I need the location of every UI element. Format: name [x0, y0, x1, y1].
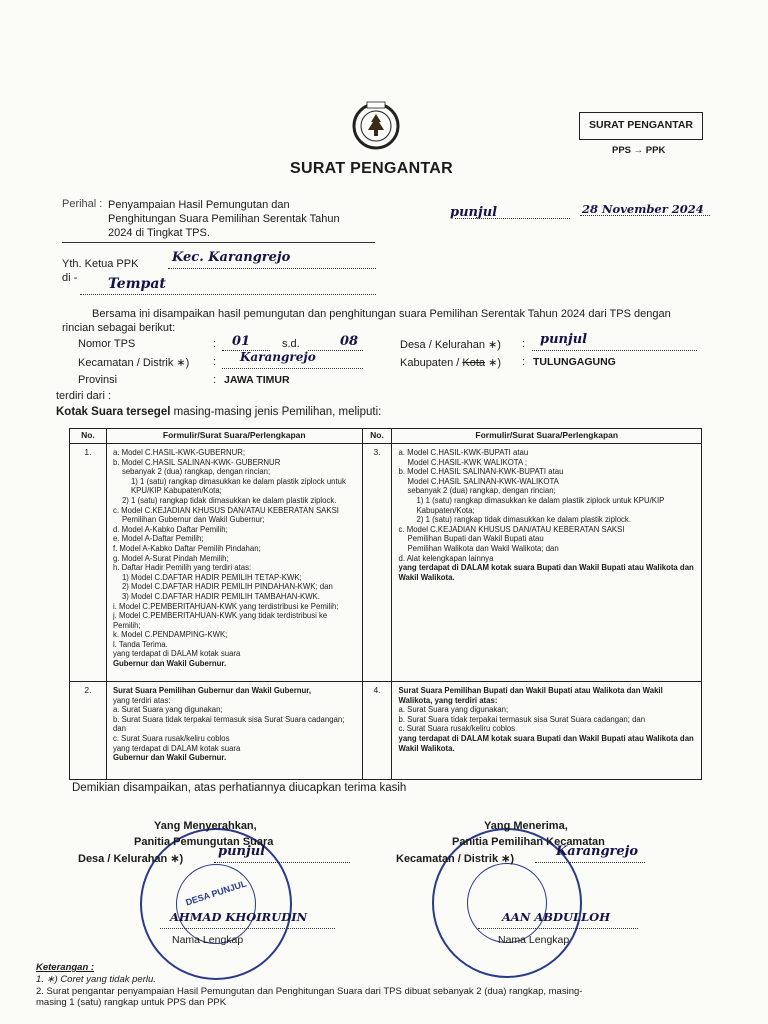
list-item: b. Model C.HASIL SALINAN-KWK-BUPATI atau	[398, 467, 564, 477]
terdiri-label: terdiri dari :	[56, 390, 112, 402]
list-item: Surat Suara Pemilihan Bupati dan Wakil Bupati atau Walikota dan Wakil Walikota, yang terdiri atas:	[398, 686, 663, 705]
kota-struck: Kota	[462, 357, 486, 369]
seal-inner-ring	[467, 863, 547, 943]
tps-to-handwritten: 08	[340, 334, 359, 349]
col-no: No.	[362, 429, 392, 444]
closing-text: Demikian disampaikan, atas perhatiannya diucapkan terima kasih	[72, 782, 407, 794]
list-item: 2) 1 (satu) rangkap tidak dimasukkan ke dalam plastik ziplock.	[121, 495, 337, 505]
asterisk: ∗)	[488, 357, 501, 369]
di-label: di -	[62, 272, 78, 284]
perihal-text: Penyampaian Hasil Pemungutan dan Penghitungan Suara Pemilihan Serentak Tahun 2024 di Tingkat TPS.	[108, 199, 340, 239]
receiver-name-handwritten: AAN ABDULLOH	[502, 910, 611, 924]
list-item: a. Surat Suara yang digunakan;	[112, 705, 223, 715]
list-item: c. Surat Suara rusak/keliru coblos	[398, 724, 516, 734]
provinsi-label: Provinsi	[78, 374, 118, 386]
row-number: 2.	[70, 682, 107, 780]
list-item: yang terdiri atas:	[112, 695, 171, 705]
divider	[62, 242, 375, 243]
list-item: d. Model A-Kabko Daftar Pemilih;	[112, 524, 228, 534]
signature-line	[535, 862, 645, 863]
keterangan-note-1: 1. ∗) Coret yang tidak perlu.	[36, 974, 156, 985]
yth-dots	[168, 268, 376, 269]
kotak-heading	[56, 406, 381, 418]
colon: :	[213, 356, 217, 368]
list-item: yang terdapat di DALAM kotak suara	[112, 743, 241, 753]
signature-line	[478, 928, 638, 929]
sd-label: s.d.	[282, 338, 300, 350]
tps-label: Nomor TPS	[78, 338, 136, 350]
kabupaten-label	[400, 356, 501, 369]
kotak-bold: Kotak Suara tersegel	[56, 406, 171, 418]
colon: :	[522, 338, 526, 350]
colon: :	[213, 338, 217, 350]
yth-label: Yth. Ketua PPK	[62, 258, 139, 270]
list-item: d. Alat kelengkapan lainnya	[398, 553, 494, 563]
list-item: yang terdapat di DALAM kotak suara Bupati dan Wakil Bupati atau Walikota dan Wakil Walikota.	[398, 733, 694, 753]
list-item: c. Model C.KEJADIAN KHUSUS DAN/ATAU KEBERATAN SAKSI	[112, 505, 339, 515]
form-direction: PPS → PPK	[612, 145, 666, 156]
list-item: yang terdapat di DALAM kotak suara	[112, 649, 241, 659]
date-handwritten: 28 November 2024	[582, 202, 704, 216]
receiver-line2: Panitia Pemilihan Kecamatan	[452, 836, 605, 848]
list-item: 1) 1 (satu) rangkap dimasukkan ke dalam plastik ziplock untuk KPU/KIP Kabupaten/Kota;	[130, 476, 346, 496]
sender-line1: Yang Menyerahkan,	[154, 820, 257, 832]
list-item: a. Model C.HASIL-KWK-GUBERNUR;	[112, 448, 246, 457]
di-dots	[80, 294, 376, 295]
list-item: e. Model A-Daftar Pemilih;	[112, 534, 204, 544]
desa-value-handwritten: punjul	[540, 332, 588, 347]
row-content	[392, 444, 702, 682]
table-header-row	[70, 429, 702, 444]
list-item: i. Model C.PEMBERITAHUAN-KWK yang terdistribusi ke Pemilih;	[112, 601, 339, 611]
colon: :	[522, 356, 526, 368]
list-item: Pemilihan Walikota dan Wakil Walikota; dan	[407, 543, 559, 553]
seal-text: DESA PUNJUL	[184, 878, 248, 908]
intro-text: Bersama ini disampaikan hasil pemungutan dan penghitungan suara Pemilihan Serentak Tahun 2024 dari TPS dengan rincian sebagai berikut:	[62, 308, 671, 334]
list-item: a. Surat Suara yang digunakan;	[398, 705, 509, 715]
list-item: Pemilihan Gubernur dan Wakil Gubernur;	[121, 515, 265, 525]
kecamatan-value-handwritten: Karangrejo	[240, 350, 316, 364]
list-item: k. Model C.PENDAMPING-KWK;	[112, 630, 228, 640]
place-handwritten: punjul	[450, 205, 498, 220]
list-item: j. Model C.PEMBERITAHUAN-KWK yang tidak terdistribusi ke Pemilih;	[112, 611, 328, 630]
list-item: l. Tanda Terima.	[112, 639, 168, 649]
desa-label: Desa / Kelurahan ∗)	[400, 339, 501, 351]
table-row	[70, 444, 702, 682]
sender-line2: Panitia Pemungutan Suara	[134, 836, 274, 848]
list-item: b. Surat Suara tidak terpakai termasuk sisa Surat Suara cadangan; dan	[112, 714, 345, 734]
row-content	[392, 682, 702, 780]
col-form: Formulir/Surat Suara/Perlengkapan	[106, 429, 362, 444]
tps-from-handwritten: 01	[232, 334, 251, 349]
list-item: Model C.HASIL SALINAN-KWK-WALIKOTA	[407, 476, 559, 486]
receiver-kec-label: Kecamatan / Distrik ∗)	[396, 853, 515, 865]
signature-line	[160, 928, 335, 929]
row-content	[106, 444, 362, 682]
tps-to-dots	[308, 350, 363, 351]
keterangan-note-2: 2. Surat pengantar penyampaian Hasil Pemungutan dan Penghitungan Suara dari TPS dibuat sebanyak 2 (dua) rangkap, masing-masing 1 (satu) rangkap untuk PPS dan PPK	[36, 986, 583, 1008]
list-item: c. Surat Suara rusak/keliru coblos	[112, 733, 230, 743]
colon: :	[213, 374, 217, 386]
sender-name-handwritten: AHMAD KHOIRUDIN	[170, 910, 308, 924]
row-content	[106, 682, 362, 780]
yth-value-handwritten: Kec. Karangrejo	[172, 250, 291, 265]
table-row	[70, 682, 702, 780]
row-number: 1.	[70, 444, 107, 682]
keterangan-title: Keterangan :	[36, 962, 95, 973]
kpu-logo-icon	[352, 100, 400, 152]
kabupaten-label-text: Kabupaten /	[400, 357, 460, 369]
list-item: Model C.HASIL-KWK WALIKOTA ;	[407, 457, 528, 467]
row-number: 3.	[362, 444, 392, 682]
kabupaten-value: TULUNGAGUNG	[533, 356, 616, 368]
list-item: b. Model C.HASIL SALINAN-KWK- GUBERNUR	[112, 457, 281, 467]
list-item: a. Model C.HASIL-KWK-BUPATI atau	[398, 448, 529, 457]
receiver-line1: Yang Menerima,	[484, 820, 568, 832]
date-dots	[580, 215, 710, 216]
list-item: sebanyak 2 (dua) rangkap, dengan rincian;	[407, 486, 556, 496]
kecamatan-label: Kecamatan / Distrik ∗)	[78, 357, 190, 369]
list-item: yang terdapat di DALAM kotak suara Bupati dan Wakil Bupati atau Walikota dan Wakil Walikota.	[398, 563, 694, 582]
list-item: c. Model C.KEJADIAN KHUSUS DAN/ATAU KEBERATAN SAKSI	[398, 524, 625, 534]
list-item: f. Model A-Kabko Daftar Pemilih Pindahan;	[112, 543, 261, 553]
list-item: 1) 1 (satu) rangkap dimasukkan ke dalam plastik ziplock untuk KPU/KIP Kabupaten/Kota;	[416, 495, 665, 515]
list-item: b. Surat Suara tidak terpakai termasuk sisa Surat Suara cadangan; dan	[398, 714, 646, 724]
list-item: Gubernur dan Wakil Gubernur.	[112, 753, 227, 763]
desa-dots	[532, 350, 697, 351]
receiver-name-label: Nama Lengkap	[498, 934, 570, 946]
list-item: 2) 1 (satu) rangkap tidak dimasukkan ke dalam plastik ziplock.	[416, 515, 631, 525]
list-item: Gubernur dan Wakil Gubernur.	[112, 659, 227, 669]
page-title: SURAT PENGANTAR	[290, 160, 454, 177]
col-no: No.	[70, 429, 107, 444]
sender-desa-handwritten: punjul	[218, 844, 266, 859]
di-value-handwritten: Tempat	[108, 276, 166, 292]
list-item: 1) Model C.DAFTAR HADIR PEMILIH TETAP-KWK;	[121, 572, 302, 582]
list-item: 2) Model C.DAFTAR HADIR PEMILIH PINDAHAN-KWK; dan	[121, 582, 333, 592]
kotak-rest: masing-masing jenis Pemilihan, meliputi:	[170, 406, 382, 418]
row-number: 4.	[362, 682, 392, 780]
receiver-kec-handwritten: Karangrejo	[556, 844, 639, 859]
list-item: sebanyak 2 (dua) rangkap, dengan rincian;	[121, 467, 271, 477]
list-item: 3) Model C.DAFTAR HADIR PEMILIH TAMBAHAN-KWK.	[121, 591, 320, 601]
sender-desa-label: Desa / Kelurahan ∗)	[78, 853, 184, 865]
items-table	[69, 428, 702, 780]
provinsi-value: JAWA TIMUR	[224, 374, 290, 386]
signature-line	[214, 862, 350, 863]
perihal-label: Perihal :	[62, 198, 103, 210]
place-dots	[455, 218, 570, 219]
list-item: Surat Suara Pemilihan Gubernur dan Wakil Gubernur,	[112, 686, 312, 695]
sender-name-label: Nama Lengkap	[172, 934, 244, 946]
col-form: Formulir/Surat Suara/Perlengkapan	[392, 429, 702, 444]
list-item: Pemilihan Bupati dan Wakil Bupati atau	[407, 534, 544, 544]
list-item: g. Model A-Surat Pindah Memilih;	[112, 553, 229, 563]
form-code-box: SURAT PENGANTAR	[579, 112, 703, 140]
list-item: h. Daftar Hadir Pemilih yang terdiri atas:	[112, 563, 252, 573]
kecamatan-dots	[222, 368, 363, 369]
